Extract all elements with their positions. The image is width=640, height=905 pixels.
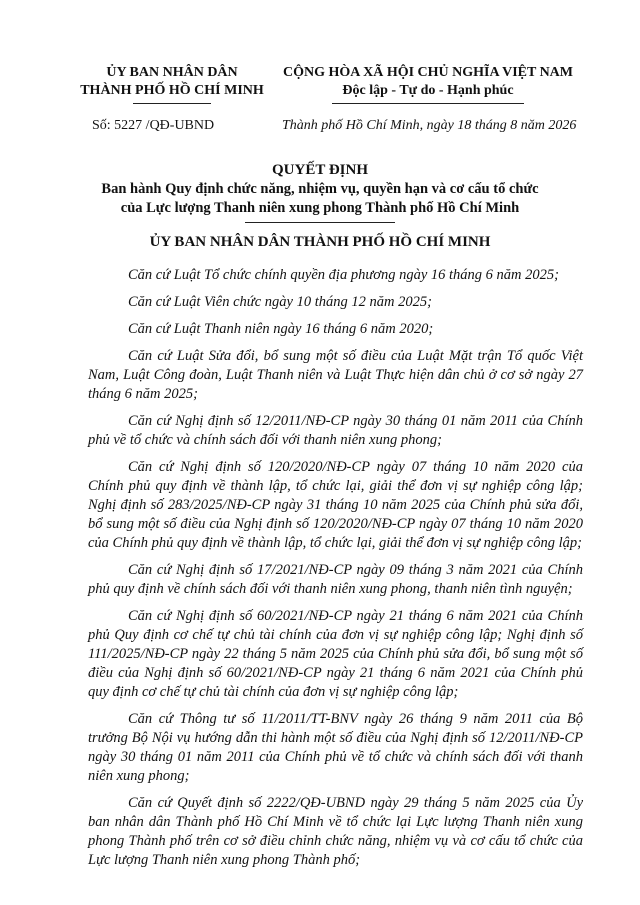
title-underline — [245, 222, 395, 223]
title-line-1: Ban hành Quy định chức năng, nhiệm vụ, quyền hạn và cơ cấu tổ chức — [101, 181, 539, 197]
preamble-paragraph: Căn cứ Luật Viên chức ngày 10 tháng 12 năm 2025; — [128, 294, 432, 310]
motto-underline — [332, 103, 524, 104]
preamble-paragraph: Căn cứ Nghị định số 12/2011/NĐ-CP ngày 30 tháng 01 năm 2011 của Chính phủ về tổ chức và chính sách đối với thanh niên xung phong; — [88, 413, 583, 448]
title-heading: QUYẾT ĐỊNH — [272, 162, 368, 178]
agency-underline — [133, 103, 211, 104]
agency-line-1: ỦY BAN NHÂN DÂN — [106, 65, 238, 80]
preamble-paragraph: Căn cứ Nghị định số 17/2021/NĐ-CP ngày 09 tháng 3 năm 2021 của Chính phủ quy định về chính sách đối với thanh niên xung phong, thanh niên tình nguyện; — [88, 562, 583, 597]
issuer-heading: ỦY BAN NHÂN DÂN THÀNH PHỐ HỒ CHÍ MINH — [149, 234, 491, 250]
agency-line-2: THÀNH PHỐ HỒ CHÍ MINH — [80, 83, 264, 98]
preamble-paragraph: Căn cứ Thông tư số 11/2011/TT-BNV ngày 26 tháng 9 năm 2011 của Bộ trưởng Bộ Nội vụ hướng dẫn thi hành một số điều của Nghị định số 12/2011/NĐ-CP ngày 30 tháng 01 năm 2011 của Chính phủ về tổ chức và chính sách đối với thanh niên xung phong; — [88, 711, 583, 784]
preamble-paragraph: Căn cứ Luật Tổ chức chính quyền địa phương ngày 16 tháng 6 năm 2025; — [128, 267, 559, 283]
preamble-paragraph: Căn cứ Luật Thanh niên ngày 16 tháng 6 năm 2020; — [128, 321, 434, 337]
title-line-2: của Lực lượng Thanh niên xung phong Thành phố Hồ Chí Minh — [120, 200, 520, 216]
national-motto-header — [268, 64, 588, 104]
preamble-paragraph: Căn cứ Nghị định số 60/2021/NĐ-CP ngày 21 tháng 6 năm 2021 của Chính phủ Quy định cơ chế tự chủ tài chính của đơn vị sự nghiệp công lập; Nghị định số 111/2025/NĐ-CP ngày 22 tháng 5 năm 2025 của Chính phủ sửa đổi, bổ sung một số điều của Nghị định số 60/2021/NĐ-CP ngày 21 tháng 6 năm 2021 của Chính phủ quy định cơ chế tự chủ tài chính của đơn vị sự nghiệp công lập; — [88, 608, 583, 700]
motto: Độc lập - Tự do - Hạnh phúc — [342, 83, 514, 98]
preamble-paragraph: Căn cứ Quyết định số 2222/QĐ-UBND ngày 29 tháng 5 năm 2025 của Ủy ban nhân dân Thành phố Hồ Chí Minh về tổ chức lại Lực lượng Thanh niên xung phong Thành phố trên cơ sở điều chỉnh chức năng, nhiệm vụ và cơ cấu tổ chức của Lực lượng Thanh niên xung phong Thành phố; — [88, 795, 583, 868]
date-place: Thành phố Hồ Chí Minh, ngày 18 tháng 8 năm 2026 — [282, 118, 577, 133]
preamble-paragraph: Căn cứ Luật Sửa đổi, bổ sung một số điều của Luật Mặt trận Tổ quốc Việt Nam, Luật Công đoàn, Luật Thanh niên và Luật Thực hiện dân chủ ở cơ sở ngày 27 tháng 6 năm 2025; — [88, 348, 583, 402]
document-number: Số: 5227 /QĐ-UBND — [92, 118, 215, 133]
preamble-body — [88, 266, 583, 878]
document-title — [80, 160, 560, 223]
preamble-paragraph: Căn cứ Nghị định số 120/2020/NĐ-CP ngày 07 tháng 10 năm 2020 của Chính phủ quy định về thành lập, tổ chức lại, giải thể đơn vị sự nghiệp công lập; Nghị định số 283/2025/NĐ-CP ngày 31 tháng 10 năm 2025 của Chính phủ sửa đổi, bổ sung một số điều của Nghị định số 120/2020/NĐ-CP ngày 07 tháng 10 năm 2020 của Chính phủ quy định về thành lập, tổ chức lại, giải thể đơn vị sự nghiệp công lập; — [88, 459, 583, 551]
issuing-agency-header — [72, 64, 272, 104]
country-name: CỘNG HÒA XÃ HỘI CHỦ NGHĨA VIỆT NAM — [282, 65, 573, 80]
